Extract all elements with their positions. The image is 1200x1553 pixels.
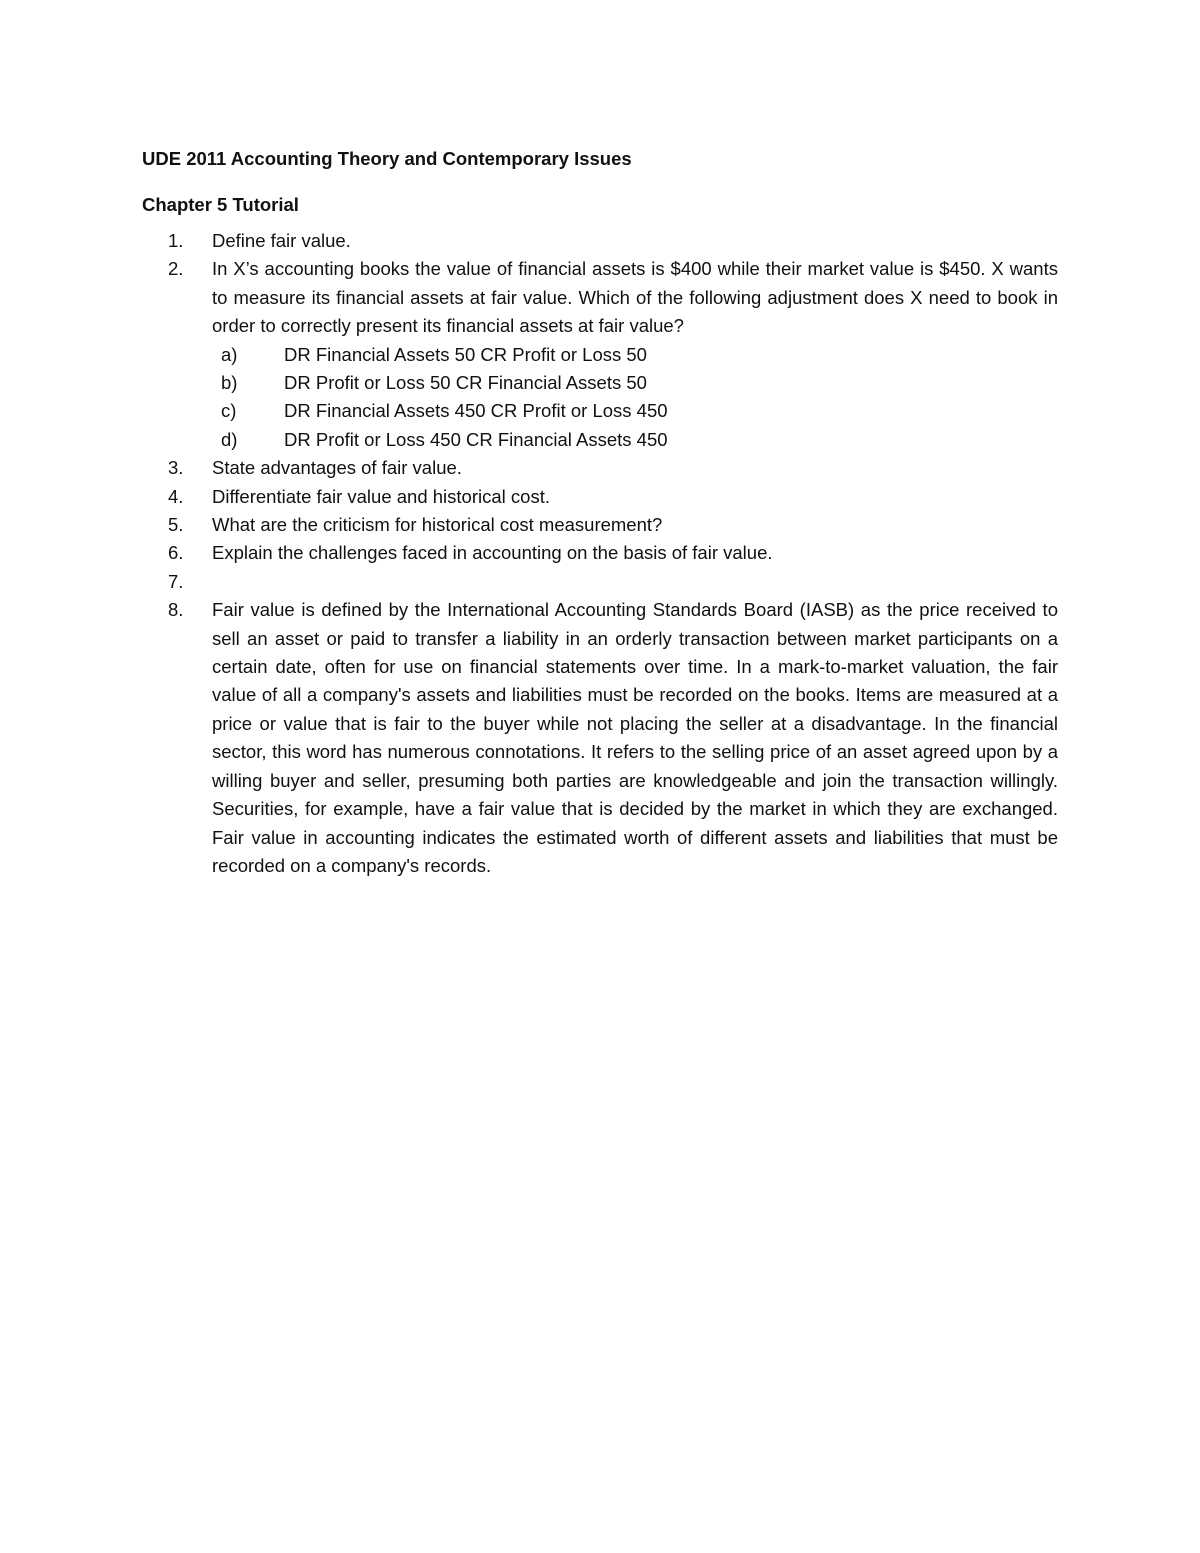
document-title: UDE 2011 Accounting Theory and Contemporary Issues — [142, 148, 632, 169]
answer-option — [212, 397, 1058, 425]
question-text: Differentiate fair value and historical cost. — [212, 485, 550, 507]
answer-option — [212, 369, 1058, 397]
question-text: Fair value is defined by the International Accounting Standards Board (IASB) as the price received to sell an asset or paid to transfer a liability in an orderly transaction between market participants on a certain date, often for use on financial statements over time. In a mark-to-market valuation, the fair value of all a company's assets and liabilities must be recorded on the books. Items are measured at a price or value that is fair to the buyer while not placing the seller at a disadvantage. In the financial sector, this word has numerous connotations. It refers to the selling price of an asset agreed upon by a willing buyer and seller, presuming both parties are knowledgeable and join the transaction willingly. Securities, for example, have a fair value that is decided by the market in which they are exchanged. Fair value in accounting indicates the estimated worth of different assets and liabilities that must be recorded on a company's records. — [212, 599, 1058, 876]
question-number: 6. — [168, 542, 184, 564]
option-text: DR Financial Assets 50 CR Profit or Loss 50 — [284, 343, 647, 365]
question-number: 1. — [168, 230, 184, 251]
question-number: 4. — [168, 485, 184, 507]
document-body — [142, 145, 1058, 880]
document-subtitle: Chapter 5 Tutorial — [142, 194, 299, 215]
answer-option — [212, 341, 1058, 369]
question-number: 7. — [168, 570, 184, 592]
option-text: DR Financial Assets 450 CR Profit or Loss 450 — [284, 400, 668, 422]
question-item — [142, 454, 1058, 482]
question-list — [142, 227, 1058, 880]
option-text: DR Profit or Loss 450 CR Financial Assets 450 — [284, 428, 668, 450]
question-item — [142, 596, 1058, 880]
question-text: Explain the challenges faced in accounting on the basis of fair value. — [212, 542, 773, 564]
option-letter: c) — [221, 400, 237, 422]
question-text: Define fair value. — [212, 230, 351, 251]
option-text: DR Profit or Loss 50 CR Financial Assets 50 — [284, 372, 647, 394]
question-text: What are the criticism for historical cost measurement? — [212, 514, 663, 536]
option-letter: d) — [221, 428, 238, 450]
question-item — [142, 511, 1058, 539]
question-number: 8. — [168, 599, 184, 621]
question-item — [142, 568, 1058, 596]
question-text: In X’s accounting books the value of financial assets is $400 while their market value is $450. X wants to measure its financial assets at fair value. Which of the following adjustment does X need to book in order to correctly present its financial assets at fair value? — [212, 258, 1058, 337]
question-number: 3. — [168, 457, 184, 479]
question-number: 5. — [168, 514, 184, 536]
option-letter: b) — [221, 372, 238, 394]
question-item — [142, 255, 1058, 454]
question-item — [142, 227, 1058, 255]
question-number: 2. — [168, 258, 184, 280]
answer-options — [212, 341, 1058, 455]
question-text: State advantages of fair value. — [212, 457, 462, 479]
answer-option — [212, 426, 1058, 454]
question-item — [142, 483, 1058, 511]
question-item — [142, 539, 1058, 567]
option-letter: a) — [221, 343, 238, 365]
